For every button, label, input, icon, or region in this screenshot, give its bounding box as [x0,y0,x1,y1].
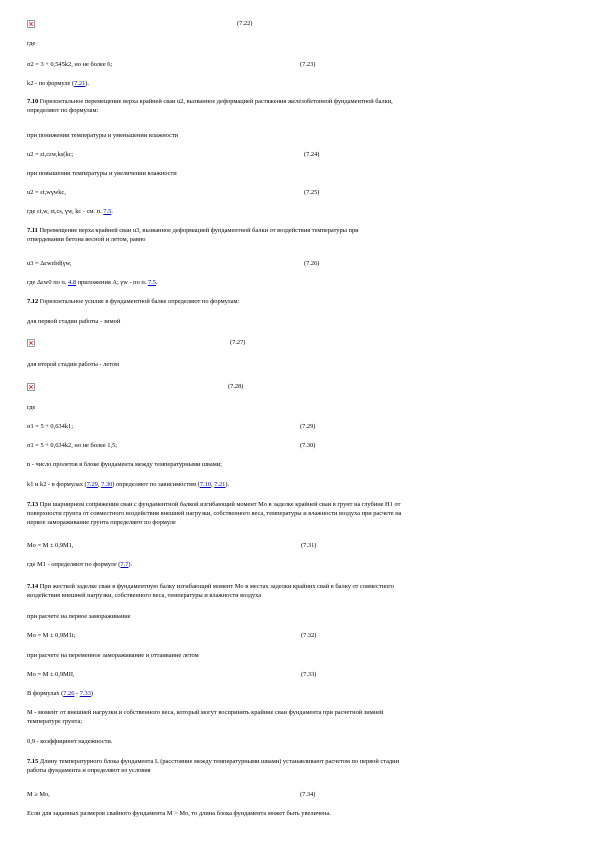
text-span: где [27,404,36,411]
equation-number: (7.31) [301,542,317,549]
text-span: u2 = εt,wγwkc, [27,189,66,196]
text-line [27,501,400,509]
equation-number: (7.29) [300,423,316,430]
text-line [27,758,399,766]
text-span: u3 = Δεwεbd(γw, [27,260,72,267]
text-line [27,80,89,88]
text-line [27,298,239,306]
formula-link[interactable]: 7.30 [101,481,113,488]
text-line [27,442,117,450]
text-span: σ1 = 5 + 0,634k1; [27,423,73,430]
formula-link[interactable]: 7.5 [103,208,112,215]
text-span: где [27,40,36,47]
section-number: 7.12 [27,298,39,305]
text-span: температуре грунта; [27,718,83,725]
text-span: k1 и k2 - в формулах ( [27,481,87,488]
text-span: n - число пролетов в блоке фундамента между температурными швами; [27,461,222,468]
equation-number: (7.24) [304,151,320,158]
text-line [27,671,75,679]
text-line [27,718,82,726]
text-span: ) определяют по зависимостям ( [112,481,200,488]
text-span: Mo = M ± 0,9M1, [27,542,74,549]
text-span: u2 = εt,сεw,ks(kc; [27,151,74,158]
broken-image-icon [27,339,35,347]
text-span: где Δεw0 по п. [27,279,69,286]
text-line [27,260,71,268]
text-line [27,227,359,235]
text-span: 0,9 - коэффициент надежности. [27,738,113,745]
text-span: ). [85,80,89,87]
text-line [27,151,73,159]
text-span: отвердевании бетона весной и летом, равно [27,236,146,243]
text-line [27,592,261,600]
text-span: воздействия внешней нагрузки, собственного веса, температуры и влажности воздуха [27,592,262,599]
text-span: M - момент от внешней нагрузки и собственного веса, который могут воспринять крайние сваи фундамента при расчетной зимней [27,709,384,716]
formula-link[interactable]: 7.7 [120,561,129,568]
text-span: . [111,208,113,215]
text-span: Если для заданных размеров свайного фундамента M > Mo, то длина блока фундамента может быть увеличена. [27,810,331,817]
equation-number: (7.27) [230,339,246,346]
text-line [27,542,74,550]
text-span: Mo = M ± 0,9MII, [27,671,75,678]
formula-link[interactable]: 4.8 [68,279,77,286]
text-line [27,423,73,431]
equation-number: (7.23) [300,61,316,68]
section-number: 7.11 [27,227,38,234]
text-span: Горизонтальное усилие в фундаментной балке определяют по формулам: [38,298,240,305]
text-line [27,40,35,48]
text-span: В формулах ( [27,690,64,697]
text-span: σ1 = 5 + 0,634k2, но не более 1,5; [27,442,118,449]
formula-link[interactable]: 7.21 [74,80,86,87]
text-span: при расчете на первое замораживание [27,613,131,620]
text-span: ). [225,481,230,488]
broken-image-icon [27,383,35,391]
text-line [27,318,120,326]
text-span: при понижении температуры и уменьшении влажности [27,132,179,139]
text-span: ). [128,561,133,568]
formula-link[interactable]: 7.26 [63,690,75,697]
text-line [27,170,177,178]
text-line [27,189,66,197]
section-number: 7.10 [27,98,39,105]
text-span: Длину температурного блока фундамента L (расстояние между температурными швами) устанавливают расчетом по первой стадии [38,758,400,765]
text-line [27,510,401,518]
text-line [27,107,98,115]
equation-number: (7.25) [304,189,320,196]
equation-number: (7.26) [304,260,320,267]
text-line [27,613,131,621]
text-span: ) [90,690,94,697]
equation-number: (7.32) [301,632,317,639]
text-line [27,461,222,469]
section-number: 7.15 [27,758,39,765]
text-span: , [210,481,215,488]
text-span: поверхности грунта от совместного воздействия внешней нагрузки, собственного веса, температуры и влажности воздуха при расчете на [27,510,402,517]
text-line [27,709,383,717]
text-line [27,481,229,489]
text-span: первое замораживание грунта определяют по формуле [27,519,176,526]
formula-link[interactable]: 7.33 [79,690,91,697]
text-span: k2 - по формуле ( [27,80,75,87]
text-span: определяют по формулам: [27,107,99,114]
text-line [27,132,178,140]
formula-link[interactable]: 7.21 [214,481,226,488]
text-line [27,208,113,216]
text-line [27,767,151,775]
text-span: при повышении температуры и увеличении влажности [27,170,177,177]
text-line [27,561,132,569]
text-line [27,791,50,799]
text-line [27,98,393,106]
text-line [27,404,35,412]
equation-number: (7.34) [300,791,316,798]
text-span: . [156,279,158,286]
text-span: при расчете на переменное замораживание и оттаивание летом [27,652,199,659]
text-line [27,361,119,369]
equation-number: (7.33) [301,671,317,678]
text-line [27,279,158,287]
text-span: При жесткой заделке сваи в фундаментную балку изгибающий момент Mo в местах заделки крайних свай в балку от совместного [38,583,394,590]
section-number: 7.14 [27,583,39,590]
equation-number: (7.30) [300,442,316,449]
text-line [27,810,331,818]
equation-number: (7.22) [237,20,253,27]
text-span: Перемещение верха крайней сваи u3, вызванное деформацией фундаментной балки от воздействия температуры при [37,227,359,234]
formula-link[interactable]: 7.5 [148,279,157,286]
text-span: работы фундамента и определяют из условия [27,767,151,774]
text-line [27,690,93,698]
text-span: для второй стадии работы - летом [27,361,120,368]
text-line [27,583,394,591]
formula-link[interactable]: 7.29 [86,481,98,488]
broken-image-icon [27,20,35,28]
text-span: Mo = M ± 0,9M1i; [27,632,76,639]
text-line [27,61,112,69]
equation-number: (7.28) [228,383,244,390]
text-span: где εt,w, εt,cs, γw, kc - см. п. [27,208,104,215]
text-span: σ2 = 3 + 0,545k2, но не более 6; [27,61,113,68]
formula-link[interactable]: 7.10 [199,481,211,488]
section-number: 7.13 [27,501,39,508]
text-line [27,519,176,527]
text-span: приложения А; γw - по п. [76,279,149,286]
text-line [27,652,199,660]
text-line [27,632,75,640]
text-span: , [97,481,102,488]
text-span: M ≥ Mo, [27,791,50,798]
text-span: Горизонтальное перемещение верха крайней сваи u2, вызванное деформацией растяжения железобетонной фундаментной балки, [38,98,393,105]
text-span: для первой стадии работы - зимой [27,318,121,325]
text-line [27,236,145,244]
text-span: При шарнирном сопряжении сваи с фундаментной балкой изгибающий момент Mo в заделке крайней сваи в грунт на глубине H1 от [38,501,401,508]
text-span: где M1 - определяют по формуле ( [27,561,121,568]
text-line [27,738,112,746]
text-span: - [74,690,80,697]
